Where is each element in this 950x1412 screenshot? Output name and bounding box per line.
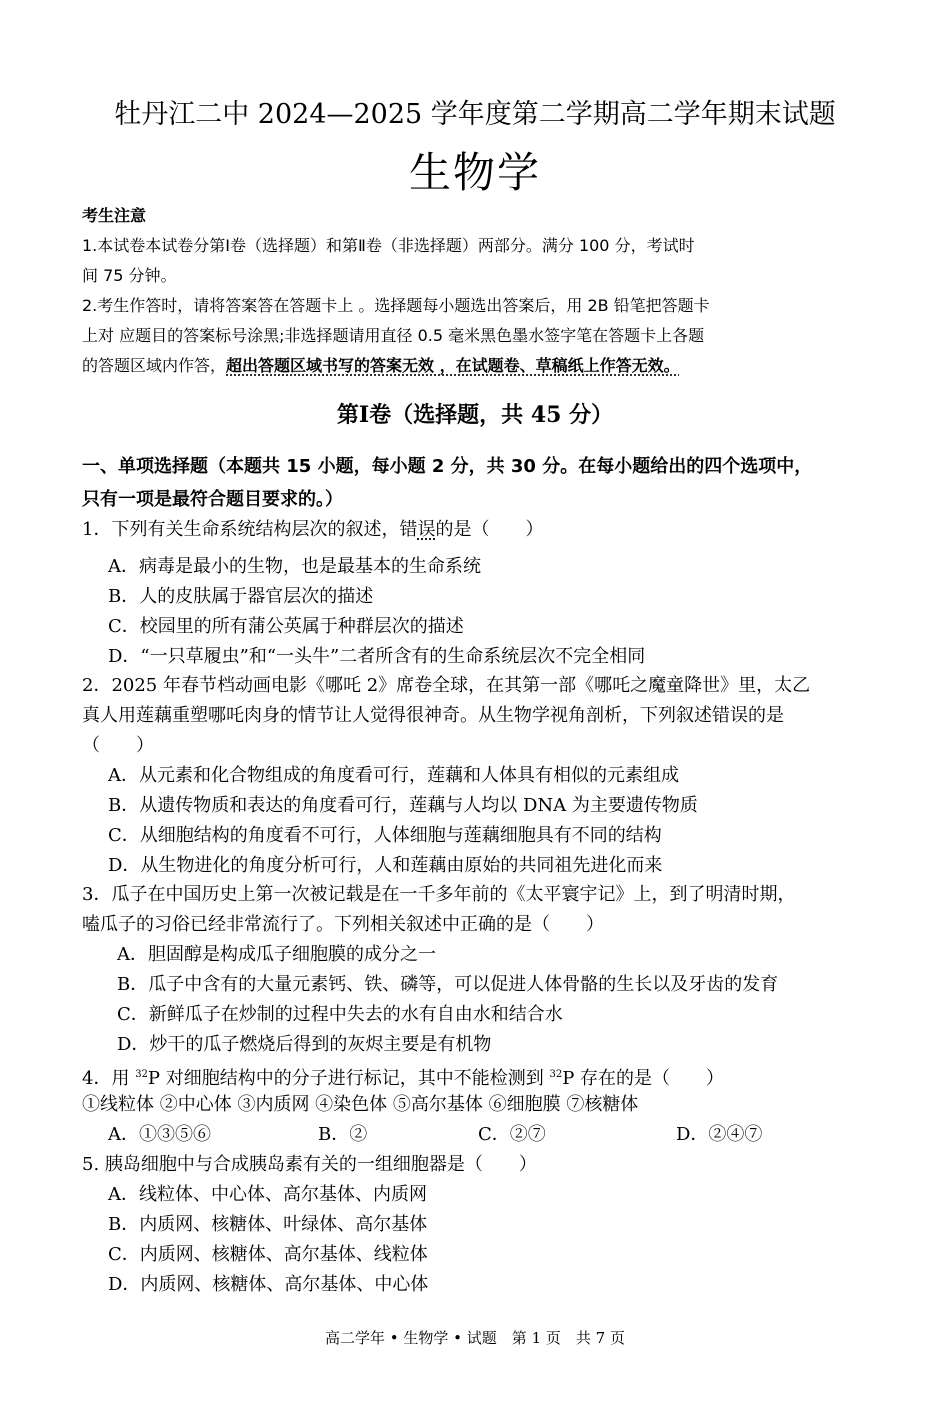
q3-option-b: B．瓜子中含有的大量元素钙、铁、磷等，可以促进人体骨骼的生长以及牙齿的发育	[117, 974, 779, 995]
q1-emphasis: 误	[417, 519, 436, 540]
q5-option-a: A．线粒体、中心体、高尔基体、内质网	[108, 1184, 427, 1205]
q1-stem-text: 1．下列有关生命系统结构层次的叙述，错	[82, 519, 418, 540]
q5-option-d: D．内质网、核糖体、高尔基体、中心体	[108, 1274, 429, 1295]
q1-option-c: C．校园里的所有蒲公英属于种群层次的描述	[108, 616, 464, 637]
q1-stem-end: 的是（ ）	[435, 519, 544, 540]
q4-isotope-1: 32	[135, 1069, 148, 1080]
notice-line-4: 上对 应题目的答案标号涂黑;非选择题请用直径 0.5 毫米黑色墨水签字笔在答题卡上各题	[82, 326, 705, 345]
page-footer: 高二学年 • 生物学 • 试题 第 1 页 共 7 页	[325, 1329, 625, 1347]
q4-items: ①线粒体 ②中心体 ③内质网 ④染色体 ⑤高尔基体 ⑥细胞膜 ⑦核糖体	[82, 1094, 639, 1115]
q4-option-d: D．②④⑦	[676, 1124, 763, 1145]
q1-option-b: B．人的皮肤属于器官层次的描述	[108, 586, 374, 607]
notice-line-2: 间 75 分钟。	[82, 266, 177, 285]
q4-stem-middle: P 对细胞结构中的分子进行标记，其中不能检测到	[147, 1068, 550, 1089]
q2-stem-line-2: 真人用莲藕重塑哪吒肉身的情节让人觉得很神奇。从生物学视角剖析，下列叙述错误的是	[82, 705, 784, 726]
q3-stem-line-1: 3．瓜子在中国历史上第一次被记载是在一千多年前的《太平寰宇记》上，到了明清时期，	[82, 884, 796, 905]
q3-option-a: A．胆固醇是构成瓜子细胞膜的成分之一	[117, 944, 436, 965]
q4-options	[0, 1123, 950, 1147]
notice-line-1: 1.本试卷本试卷分第Ⅰ卷（选择题）和第Ⅱ卷（非选择题）两部分。满分 100 分，考试时	[82, 236, 695, 255]
q2-option-a: A．从元素和化合物组成的角度看可行，莲藕和人体具有相似的元素组成	[108, 765, 679, 786]
section-instruction-2: 只有一项是最符合题目要求的。）	[82, 489, 343, 510]
q3-option-c: C．新鲜瓜子在炒制的过程中失去的水有自由水和结合水	[117, 1004, 563, 1025]
q4-option-b: B．②	[318, 1124, 368, 1145]
exam-title: 牡丹江二中 2024—2025 学年度第二学期高二学年期末试题	[114, 99, 836, 130]
subject-title: 生物学	[408, 148, 541, 197]
q2-stem-line-3: （ ）	[82, 735, 154, 756]
section-title: 第Ⅰ卷（选择题，共 45 分）	[336, 402, 614, 428]
notice-line-5	[82, 354, 680, 378]
q2-option-c: C．从细胞结构的角度看不可行，人体细胞与莲藕细胞具有不同的结构	[108, 825, 662, 846]
notice-warning: 超出答题区域书写的答案无效 ，在试题卷、草稿纸上作答无效。	[226, 356, 680, 375]
q4-option-a: A．①③⑤⑥	[108, 1124, 211, 1145]
notice-line-3: 2.考生作答时，请将答案答在答题卡上 。选择题每小题选出答案后，用 2B 铅笔把答题卡	[82, 296, 710, 315]
q5-option-b: B．内质网、核糖体、叶绿体、高尔基体	[108, 1214, 428, 1235]
q4-stem	[82, 1063, 724, 1091]
q5-stem: 5. 胰岛细胞中与合成胰岛素有关的一组细胞器是（ ）	[82, 1154, 537, 1175]
q4-stem-end: P 存在的是（ ）	[562, 1068, 725, 1089]
q4-stem-start: 4．用	[82, 1068, 136, 1089]
notice-line-5-plain: 的答题区域内作答，	[82, 356, 227, 375]
q3-option-d: D．炒干的瓜子燃烧后得到的灰烬主要是有机物	[117, 1034, 492, 1055]
q3-stem-line-2: 嗑瓜子的习俗已经非常流行了。下列相关叙述中正确的是（ ）	[82, 914, 604, 935]
q2-option-b: B．从遗传物质和表达的角度看可行，莲藕与人均以 DNA 为主要遗传物质	[108, 795, 698, 816]
q1-option-d: D．“一只草履虫”和“一头牛”二者所含有的生命系统层次不完全相同	[108, 646, 646, 667]
q4-option-c: C．②⑦	[478, 1124, 546, 1145]
q5-option-c: C．内质网、核糖体、高尔基体、线粒体	[108, 1244, 428, 1265]
notice-heading: 考生注意	[82, 206, 147, 225]
q1-stem	[82, 518, 543, 542]
q4-isotope-2: 32	[549, 1069, 563, 1080]
section-instruction-1: 一、单项选择题（本题共 15 小题，每小题 2 分，共 30 分。在每小题给出的四个选项中，	[82, 456, 813, 477]
q2-option-d: D．从生物进化的角度分析可行，人和莲藕由原始的共同祖先进化而来	[108, 855, 663, 876]
q2-stem-line-1: 2．2025 年春节档动画电影《哪吒 2》席卷全球，在其第一部《哪吒之魔童降世》里，太乙	[82, 675, 811, 696]
q1-option-a: A．病毒是最小的生物，也是最基本的生命系统	[108, 556, 481, 577]
